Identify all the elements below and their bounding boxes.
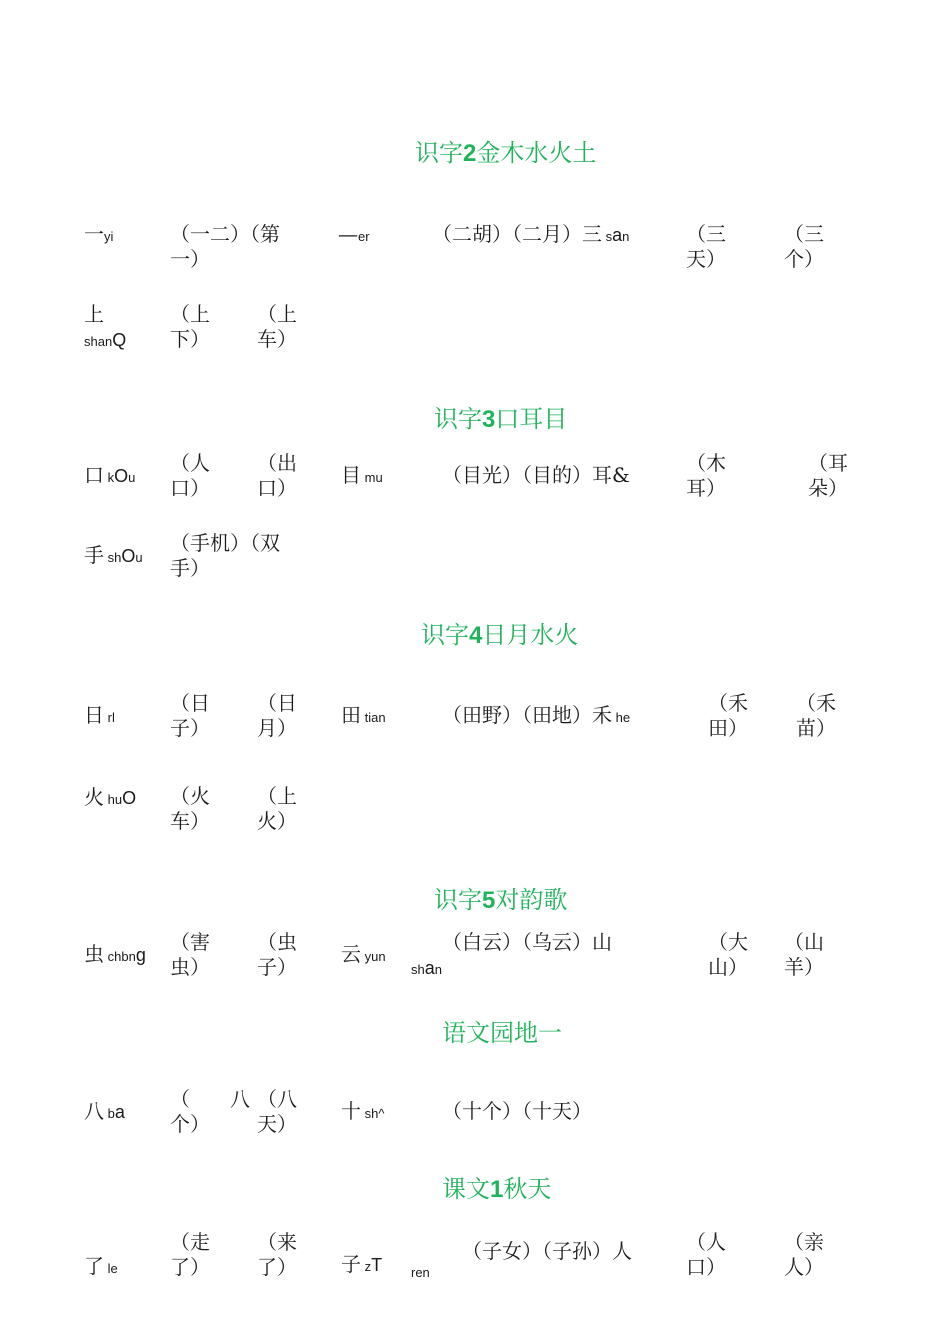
word-list: （上 下）	[170, 302, 210, 351]
word-list: （人 口）	[170, 451, 210, 500]
word-list: （ 八 个）	[170, 1087, 250, 1136]
word-list: （田野）（田地）禾 he	[442, 703, 631, 727]
entry-char: 火 huO	[84, 785, 137, 809]
word-list: （大 山）	[708, 930, 748, 979]
entry-char: 上 shanQ	[84, 302, 127, 350]
word-list: （子女）（子孙）人	[462, 1239, 632, 1263]
entry-char: 田 tian	[341, 703, 386, 727]
word-list: （来 了）	[257, 1230, 297, 1279]
word-list: （火 车）	[170, 784, 210, 833]
word-list: （走 了）	[170, 1230, 210, 1279]
entry-char: 了 le	[84, 1254, 118, 1278]
word-list: （亲 人）	[784, 1230, 824, 1279]
word-list: （三 天）	[686, 222, 726, 271]
word-list: （一二）（第 一）	[170, 222, 280, 271]
entry-char: —er	[338, 222, 370, 246]
word-list: （出 口）	[257, 451, 297, 500]
word-list: （山 羊）	[784, 930, 824, 979]
entry-char: 手 shOu	[84, 543, 143, 567]
word-list: （日 月）	[257, 691, 297, 740]
entry-char: 口 kOu	[84, 463, 136, 487]
pinyin: ren	[411, 1265, 430, 1280]
entry-char: 云 yun	[341, 942, 386, 966]
word-list: （上 车）	[257, 302, 297, 351]
word-list: （害 虫）	[170, 930, 210, 979]
pinyin: shan	[411, 958, 442, 978]
entry-char: 一yi	[84, 222, 114, 246]
section-title: 识字4日月水火	[421, 621, 579, 649]
word-list: （木 耳）	[686, 451, 726, 500]
word-list: （日 子）	[170, 691, 210, 740]
word-list: （耳 朵）	[808, 451, 848, 500]
word-list: （目光）（目的）耳&	[442, 463, 630, 487]
entry-char: 八 ba	[84, 1099, 125, 1123]
entry-char: 目 mu	[341, 463, 383, 487]
section-title: 识字2金木水火土	[415, 139, 597, 167]
word-list: （十个）（十天）	[442, 1099, 592, 1123]
word-list: （二胡）（二月）三 san	[432, 222, 630, 246]
word-list: （禾 苗）	[796, 691, 836, 740]
entry-char: 十 sh^	[341, 1099, 385, 1123]
entry-char: 虫 chbng	[84, 942, 146, 966]
word-list: （虫 子）	[257, 930, 297, 979]
section-title: 课文1秋天	[442, 1175, 552, 1203]
section-title: 识字5对韵歌	[434, 886, 568, 914]
word-list: （禾 田）	[708, 691, 748, 740]
section-title: 识字3口耳目	[434, 405, 568, 433]
word-list: （上 火）	[257, 784, 297, 833]
word-list: （人 口）	[686, 1230, 726, 1279]
entry-char: 日 rl	[84, 703, 115, 727]
word-list: （手机）（双 手）	[170, 531, 280, 580]
word-list: （八 天）	[257, 1087, 297, 1136]
word-list: （白云）（乌云）山	[442, 930, 612, 954]
entry-char: 子 zT	[341, 1252, 383, 1276]
word-list: （三 个）	[784, 222, 824, 271]
section-title: 语文园地一	[442, 1019, 562, 1047]
